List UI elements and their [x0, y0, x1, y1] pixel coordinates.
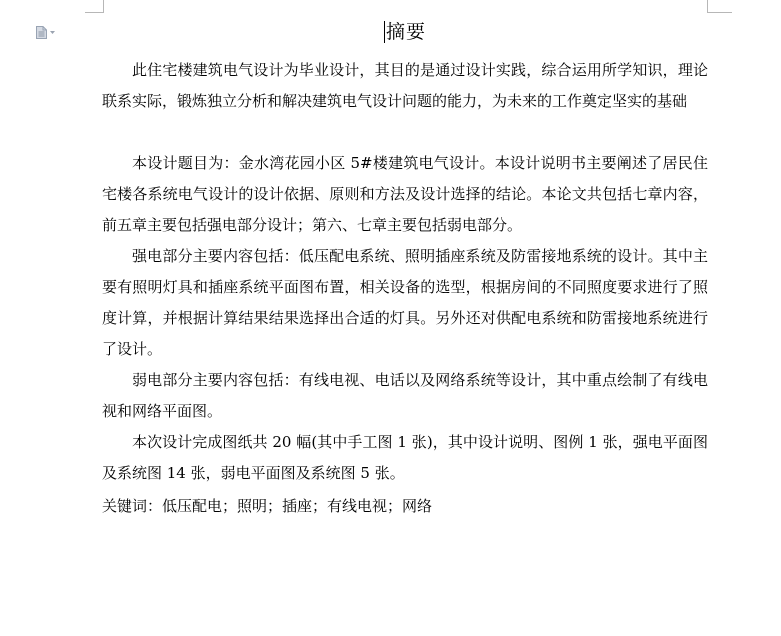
- page-corner-mark-right: [707, 0, 732, 13]
- keywords-label: 关键词：: [102, 497, 163, 515]
- abstract-paragraph-3: 强电部分主要内容包括：低压配电系统、照明插座系统及防雷接地系统的设计。其中主要有照明灯具和插座系统平面图布置，相关设备的选型，根据房间的不同照度要求进行了照度计算，并根据计算结果结果选择出合适的灯具。另外还对供配电系统和防雷接地系统进行了设计。: [102, 247, 708, 358]
- document-options-button[interactable]: [36, 26, 55, 39]
- abstract-paragraph-5: 本次设计完成图纸共 20 幅(其中手工图 1 张)，其中设计说明、图例 1 张，强电平面图及系统图 14 张，弱电平面图及系统图 5 张。: [102, 433, 708, 482]
- document-title: 摘要: [385, 21, 426, 43]
- abstract-paragraph-4: 弱电部分主要内容包括：有线电视、电话以及网络系统等设计，其中重点绘制了有线电视和网络平面图。: [102, 371, 708, 420]
- text-cursor: [384, 21, 385, 43]
- keywords-line: [102, 491, 708, 522]
- abstract-paragraph-1: 此住宅楼建筑电气设计为毕业设计，其目的是通过设计实践，综合运用所学知识，理论联系实际，锻炼独立分析和解决建筑电气设计问题的能力，为未来的工作奠定坚实的基础: [102, 61, 708, 110]
- chevron-down-icon: [50, 31, 55, 34]
- page-corner-mark-left: [85, 0, 104, 13]
- document-icon: [36, 26, 47, 39]
- keywords-list: 低压配电；照明；插座；有线电视；网络: [162, 497, 433, 515]
- abstract-paragraph-2: 本设计题目为：金水湾花园小区 5#楼建筑电气设计。本设计说明书主要阐述了居民住宅楼各系统电气设计的设计依据、原则和方法及设计选择的结论。本论文共包括七章内容，前五章主要包括强电部分设计；第六、七章主要包括弱电部分。: [102, 154, 708, 234]
